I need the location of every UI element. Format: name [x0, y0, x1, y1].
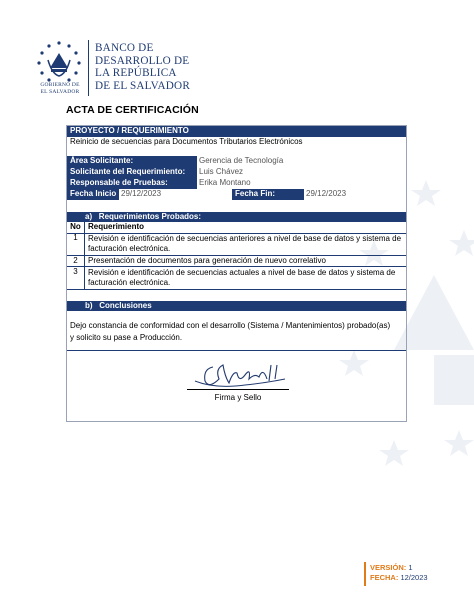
signature-label: Firma y Sello	[214, 393, 262, 402]
conclusions-header	[67, 301, 406, 311]
bank-name: BANCO DE DESARROLLO DE LA REPÚBLICA DE EL SALVADOR	[95, 42, 191, 92]
field-area	[67, 156, 406, 167]
end-date-label: Fecha Fin:	[232, 189, 304, 200]
req-no: 2	[67, 256, 85, 266]
gobierno-wordmark: GOBIERNO DE EL SALVADOR	[40, 82, 80, 95]
date-value: 12/2023	[400, 573, 428, 582]
section-letter: b)	[85, 301, 93, 310]
section-title: Conclusiones	[99, 301, 152, 310]
gobierno-logo-icon	[36, 40, 82, 86]
certification-form	[66, 125, 407, 422]
req-no: 1	[67, 233, 85, 255]
start-date-label: Fecha Inicio	[67, 189, 119, 200]
document-title: ACTA DE CERTIFICACIÓN	[66, 104, 199, 116]
start-date-value: 29/12/2023	[119, 189, 232, 200]
section-title: Requerimientos Probados:	[98, 212, 202, 221]
requirement-row	[67, 256, 406, 267]
field-tester	[67, 178, 406, 189]
conclusions-text: Dejo constancia de conformidad con el desarrollo (Sistema / Mantenimientos) probado(as) y solicito su pase a Producción.	[70, 321, 391, 342]
version-label: VERSIÓN:	[370, 563, 407, 572]
dates-row	[67, 189, 406, 200]
version-value: 1	[408, 563, 413, 572]
req-no: 3	[67, 267, 85, 289]
signature-line	[187, 389, 289, 390]
end-date-value: 29/12/2023	[304, 189, 406, 200]
field-value: Gerencia de Tecnología	[197, 156, 406, 167]
field-label: Responsable de Pruebas:	[67, 178, 197, 189]
col-no-header: No	[67, 222, 85, 233]
requirement-row	[67, 267, 406, 290]
field-requester	[67, 167, 406, 178]
date-label: FECHA:	[370, 573, 399, 582]
field-value: Luis Chávez	[197, 167, 406, 178]
section-divider	[67, 350, 406, 351]
project-header: PROYECTO / REQUERIMIENTO	[67, 126, 406, 137]
req-text: Revisión e identificación de secuencias actuales a nivel de base de datos y sistema de facturación electrónica.	[88, 268, 396, 287]
field-label: Área Solicitante:	[67, 156, 197, 167]
req-text: Presentación de documentos para generación de nuevo correlativo	[88, 256, 326, 265]
requirements-header	[67, 212, 406, 222]
version-accent-bar	[364, 562, 366, 586]
field-value: Erika Montano	[197, 178, 406, 189]
req-text: Revisión e identificación de secuencias anteriores a nivel de base de datos y sistema de facturación electrónica.	[88, 234, 402, 253]
version-info	[370, 563, 428, 583]
field-label: Solicitante del Requerimiento:	[67, 167, 197, 178]
col-req-header: Requerimiento	[88, 222, 145, 231]
section-letter: a)	[85, 212, 93, 221]
project-value: Reinicio de secuencias para Documentos Tributarios Electrónicos	[70, 137, 303, 146]
header-divider	[88, 40, 89, 96]
handwritten-signature	[185, 359, 295, 393]
requirement-row	[67, 233, 406, 256]
